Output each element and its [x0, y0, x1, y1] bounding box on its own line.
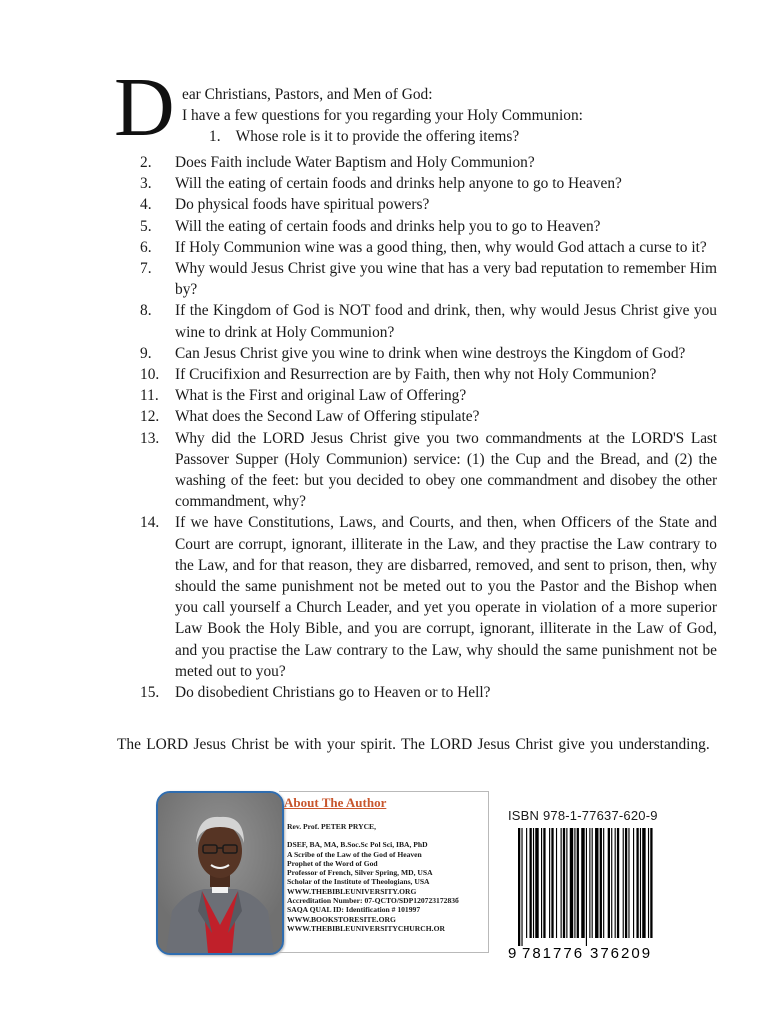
list-item [140, 428, 717, 513]
list-item [140, 385, 717, 406]
question-1 [209, 127, 519, 147]
question-text: Why would Jesus Christ give you wine that has a very bad reputation to remember Him by? [175, 260, 717, 299]
list-item [140, 343, 717, 364]
barcode-bar [595, 828, 598, 938]
question-number: 15. [140, 684, 160, 702]
barcode-digits-right: 376209 [590, 945, 653, 962]
list-item [140, 258, 717, 300]
barcode-bar [611, 828, 612, 938]
barcode-bar [589, 828, 590, 938]
barcode-bar [650, 828, 652, 938]
question-number: 9. [140, 344, 152, 362]
barcode-bar [533, 828, 534, 938]
barcode-bar [603, 828, 604, 938]
question-number: 8. [140, 302, 152, 320]
barcode-bar [563, 828, 565, 938]
list-item [140, 194, 717, 215]
barcode-bar [518, 828, 520, 946]
question-text: Does Faith include Water Baptism and Holy Communion? [175, 154, 535, 171]
barcode-digit-first: 9 [508, 945, 517, 962]
question-list [140, 152, 717, 703]
author-line: SAQA QUAL ID: Identification # 101997 [287, 905, 421, 915]
author-line: WWW.BOOKSTORESITE.ORG [287, 914, 396, 924]
list-item [140, 216, 717, 237]
intro-line: I have a few questions for you regarding your Holy Communion: [182, 107, 583, 124]
list-item [140, 152, 717, 173]
barcode-bar [628, 828, 629, 938]
question-text: Will the eating of certain foods and drinks help you to go to Heaven? [175, 217, 601, 235]
question-text: If Holy Communion wine was a good thing, then, why would God attach a curse to it? [175, 238, 707, 256]
author-line: Scholar of the Institute of Theologians, USA [287, 877, 430, 887]
barcode-bar [530, 828, 532, 938]
barcode-bar [642, 828, 645, 938]
barcode-bar [633, 828, 634, 938]
author-line: Professor of French, Silver Spring, MD, USA [287, 868, 433, 878]
salutation: ear Christians, Pastors, and Men of God: [182, 86, 433, 103]
question-text: If the Kingdom of God is NOT food and drink, then, why would Jesus Christ give you wine to drink at Holy Communion? [175, 302, 717, 341]
barcode-bar [526, 828, 527, 938]
barcode-bar [648, 828, 649, 938]
question-number: 14. [140, 514, 160, 532]
drop-cap: D [114, 61, 175, 154]
about-author-heading: About The Author [284, 795, 387, 810]
question-text: Do disobedient Christians go to Heaven or to Hell? [175, 684, 491, 702]
closing-blessing: The LORD Jesus Christ be with your spirit. The LORD Jesus Christ give you understanding. [117, 736, 710, 753]
list-item [140, 173, 717, 194]
barcode-bar [623, 828, 624, 938]
list-item [140, 364, 717, 385]
question-number: 6. [140, 238, 152, 256]
question-text: Can Jesus Christ give you wine to drink when wine destroys the Kingdom of God? [175, 344, 686, 362]
question-number: 12. [140, 408, 160, 426]
barcode-bar [566, 828, 567, 938]
author-details [287, 822, 487, 933]
author-line: WWW.THEBIBLEUNIVERSITY.ORG [287, 886, 417, 896]
author-line: Accreditation Number: 07-QCTO/SDP12072317283б [287, 896, 459, 906]
barcode-bar [543, 828, 545, 938]
barcode-bars [518, 828, 653, 946]
question-text: Will the eating of certain foods and drinks help anyone to go to Heaven? [175, 175, 622, 193]
author-photo [156, 791, 284, 955]
barcode-bar [541, 828, 542, 938]
list-item [140, 682, 717, 703]
question-number: 13. [140, 429, 160, 447]
question-text: What does the Second Law of Offering stipulate? [175, 408, 480, 426]
barcode-bar [608, 828, 610, 938]
question-number: 7. [140, 260, 152, 278]
barcode-bar [636, 828, 638, 938]
list-item [140, 512, 717, 682]
author-line: DSEF, BA, MA, B.Soc.Sc Pol Sci, IBA, PhD [287, 840, 428, 850]
author-portrait-icon [158, 793, 282, 953]
question-number: 3. [140, 175, 152, 193]
author-line: WWW.THEBIBLEUNIVERSITYCHURCH.OR [287, 923, 445, 933]
question-text: Why did the LORD Jesus Christ give you two commandments at the LORD'S Last Passover Supper (Holy Communion) service: (1) the Cup and the Bread, and (2) the washing of the feet: but you decided to obey one commandment and disobey the other commandment, why? [175, 429, 717, 511]
barcode-bar [561, 828, 562, 938]
barcode-bar [617, 828, 619, 938]
barcode-bar [570, 828, 573, 938]
barcode-bar [549, 828, 550, 938]
author-line: Prophet of the Word of God [287, 858, 378, 868]
question-text: If we have Constitutions, Laws, and Courts, and then, when Officers of the State and Court are corrupt, ignorant, illiterate in the Law, and they practise the Law contrary to the Law, and for that reason, they are disbarred, removed, and sent to prison, then, why should the same punishment not be meted out to you the Pastor and the Bishop when you call yourself a Church Leader, and yet you operate in violation of a more superior Law Book the Holy Bible, and you are corrupt, ignorant, illiterate in the Law of God, and you practise the Law contrary to the Law, why should the same punishment not be meted out to you? [175, 514, 717, 680]
question-number: 2. [140, 154, 152, 171]
barcode-bar [581, 828, 584, 938]
barcode-bar [640, 828, 641, 938]
question-text: What is the First and original Law of Offering? [175, 387, 467, 405]
barcode-bar [615, 828, 616, 938]
author-line: A Scribe of the Law of the God of Heaven [287, 849, 422, 859]
isbn-barcode [506, 828, 666, 964]
barcode-bar [556, 828, 557, 938]
question-text: Whose role is it to provide the offering items? [235, 128, 520, 145]
list-item [140, 237, 717, 258]
question-number: 4. [140, 196, 152, 214]
barcode-bar [592, 828, 593, 938]
barcode-bar [600, 828, 602, 938]
question-number: 11. [140, 387, 159, 405]
question-number: 1. [209, 128, 221, 145]
question-number: 5. [140, 217, 152, 235]
barcode-bar [625, 828, 627, 938]
author-name: Rev. Prof. PETER PRYCE, [287, 822, 377, 831]
barcode-bar [577, 828, 579, 938]
barcode-bar [551, 828, 553, 938]
question-text: If Crucifixion and Resurrection are by Faith, then why not Holy Communion? [175, 366, 657, 384]
list-item [140, 300, 717, 342]
barcode-digits-left: 781776 [522, 945, 585, 962]
isbn-label: ISBN 978-1-77637-620-9 [508, 808, 658, 823]
barcode-bar [521, 828, 522, 946]
question-text: Do physical foods have spiritual powers? [175, 196, 430, 214]
list-item [140, 406, 717, 427]
question-number: 10. [140, 366, 160, 384]
barcode-bar [574, 828, 575, 938]
barcode-bar [535, 828, 538, 938]
barcode-bar [586, 828, 587, 946]
